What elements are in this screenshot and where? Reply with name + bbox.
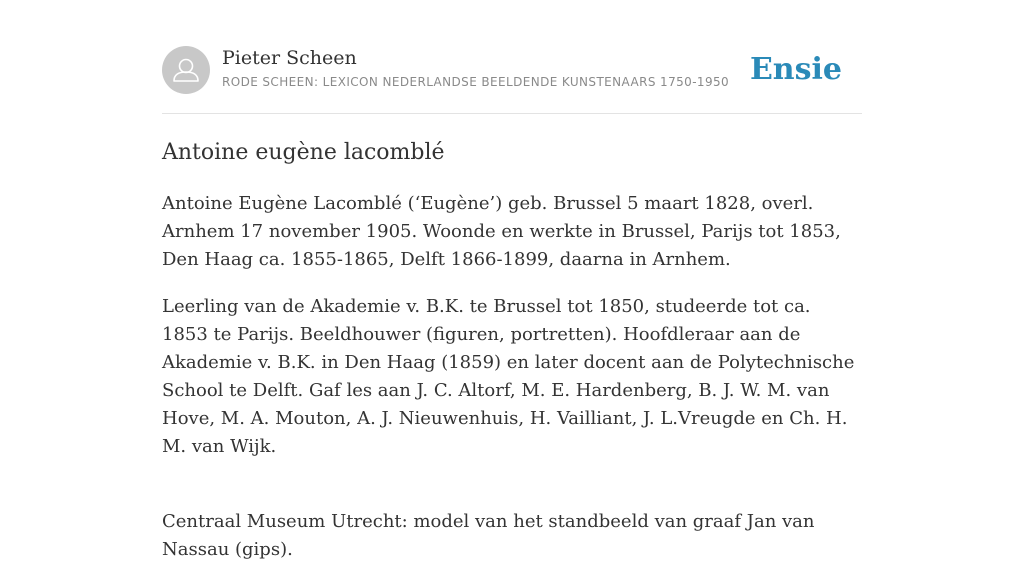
page: [162, 0, 862, 560]
article-body: [162, 190, 862, 583]
avatar[interactable]: [162, 46, 210, 94]
article-paragraph: Antoine Eugène Lacomblé (‘Eugène’) geb. Brussel 5 maart 1828, overl. Arnhem 17 november 1905. Woonde en werkte in Brussel, Parijs tot 1853, Den Haag ca. 1855-1865, Delft 1866-1899, daarna in Arnhem.: [162, 193, 841, 270]
ensie-logo[interactable]: Ensie: [749, 52, 842, 87]
article-paragraph: Centraal Museum Utrecht: model van het standbeeld van graaf Jan van Nassau (gips).: [162, 511, 815, 560]
article-title: Antoine eugène lacomblé: [162, 140, 445, 165]
user-icon: [162, 46, 210, 94]
author-name[interactable]: Pieter Scheen: [222, 47, 357, 69]
source-title[interactable]: RODE SCHEEN: LEXICON NEDERLANDSE BEELDENDE KUNSTENAARS 1750-1950: [222, 75, 730, 89]
header: [162, 46, 862, 96]
header-divider: [162, 113, 862, 114]
article-paragraph: Leerling van de Akademie v. B.K. te Brussel tot 1850, studeerde tot ca. 1853 te Parijs. Beeldhouwer (figuren, portretten). Hoofdleraar aan de Akademie v. B.K. in Den Haag (1859) en later docent aan de Polytechnische School te Delft. Gaf les aan J. C. Altorf, M. E. Hardenberg, B. J. W. M. van Hove, M. A. Mouton, A. J. Nieuwenhuis, H. Vailliant, J. L.Vreugde en Ch. H. M. van Wijk.: [162, 296, 855, 457]
